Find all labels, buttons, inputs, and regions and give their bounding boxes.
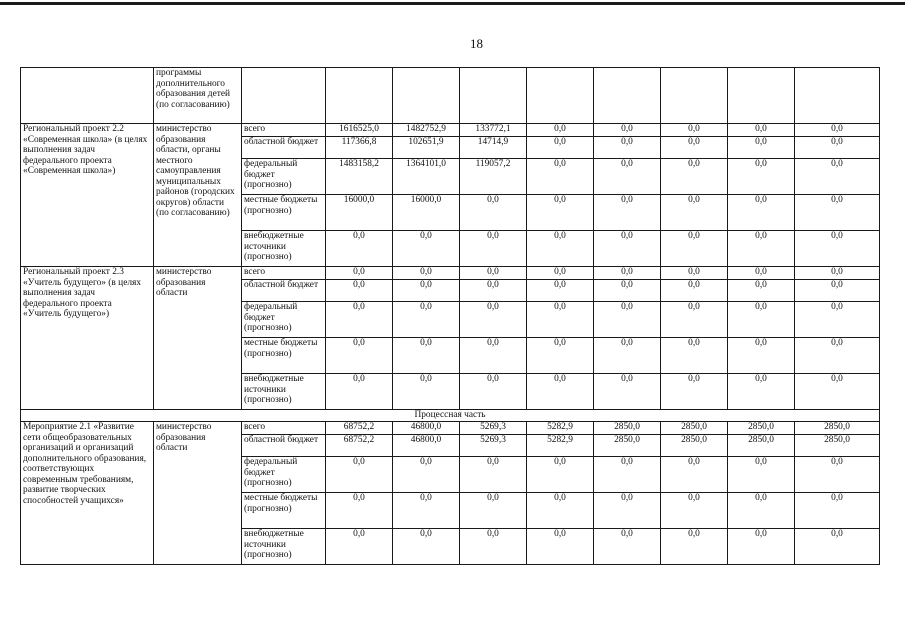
value-cell: 0,0: [460, 195, 527, 231]
value-cell: 0,0: [728, 457, 795, 493]
value-cell: 0,0: [728, 137, 795, 159]
value-cell: 0,0: [661, 457, 728, 493]
funding-source-cell: всего: [242, 422, 326, 435]
value-cell: 2850,0: [661, 435, 728, 457]
value-cell: 0,0: [460, 280, 527, 302]
value-cell: 0,0: [326, 338, 393, 374]
value-cell: [393, 68, 460, 124]
value-cell: 0,0: [661, 124, 728, 137]
value-cell: [460, 68, 527, 124]
value-cell: 0,0: [460, 493, 527, 529]
value-cell: 0,0: [795, 137, 880, 159]
value-cell: 0,0: [460, 302, 527, 338]
value-cell: 0,0: [594, 374, 661, 410]
value-cell: 1482752,9: [393, 124, 460, 137]
value-cell: 0,0: [527, 529, 594, 565]
value-cell: 0,0: [527, 159, 594, 195]
funding-source-cell: областной бюджет: [242, 137, 326, 159]
value-cell: 0,0: [326, 457, 393, 493]
value-cell: 0,0: [795, 195, 880, 231]
value-cell: 68752,2: [326, 435, 393, 457]
value-cell: 0,0: [460, 457, 527, 493]
value-cell: 0,0: [795, 302, 880, 338]
funding-source-cell: федеральный бюджет (прогнозно): [242, 302, 326, 338]
value-cell: 0,0: [527, 267, 594, 280]
value-cell: 0,0: [393, 231, 460, 267]
table-row: [21, 422, 880, 435]
measure-name-cell: Региональный проект 2.2 «Современная школа» (в целях выполнения задач федерального проекта «Современная школа»): [21, 124, 154, 267]
value-cell: 0,0: [527, 137, 594, 159]
value-cell: 0,0: [594, 124, 661, 137]
value-cell: 0,0: [795, 267, 880, 280]
value-cell: 0,0: [594, 529, 661, 565]
value-cell: 0,0: [393, 302, 460, 338]
value-cell: 0,0: [393, 529, 460, 565]
value-cell: 0,0: [527, 493, 594, 529]
value-cell: 0,0: [661, 493, 728, 529]
value-cell: [527, 68, 594, 124]
funding-source-cell: местные бюджеты (прогнозно): [242, 338, 326, 374]
value-cell: 0,0: [393, 280, 460, 302]
value-cell: 0,0: [527, 124, 594, 137]
value-cell: 0,0: [728, 124, 795, 137]
value-cell: 0,0: [326, 280, 393, 302]
value-cell: 0,0: [728, 302, 795, 338]
value-cell: 0,0: [661, 195, 728, 231]
value-cell: 0,0: [795, 529, 880, 565]
top-rule: [0, 2, 905, 5]
section-header: Процессная часть: [21, 410, 880, 422]
value-cell: 14714,9: [460, 137, 527, 159]
page-number: 18: [470, 36, 483, 51]
value-cell: 2850,0: [795, 422, 880, 435]
value-cell: 0,0: [594, 159, 661, 195]
value-cell: [728, 68, 795, 124]
value-cell: 0,0: [795, 338, 880, 374]
value-cell: 0,0: [527, 457, 594, 493]
value-cell: 0,0: [326, 231, 393, 267]
value-cell: 0,0: [460, 374, 527, 410]
funding-source-cell: внебюджетные источники (прогнозно): [242, 529, 326, 565]
section-row: [21, 410, 880, 422]
value-cell: 5282,9: [527, 422, 594, 435]
value-cell: 0,0: [728, 195, 795, 231]
value-cell: 0,0: [326, 493, 393, 529]
value-cell: 0,0: [527, 338, 594, 374]
measure-name-cell: Региональный проект 2.3 «Учитель будущего» (в целях выполнения задач федерального проекта «Учитель будущего»): [21, 267, 154, 410]
value-cell: 5269,3: [460, 435, 527, 457]
value-cell: 0,0: [460, 338, 527, 374]
value-cell: 0,0: [795, 124, 880, 137]
funding-source-cell: всего: [242, 267, 326, 280]
value-cell: 0,0: [393, 374, 460, 410]
value-cell: 0,0: [795, 374, 880, 410]
value-cell: 0,0: [661, 267, 728, 280]
value-cell: 0,0: [661, 231, 728, 267]
value-cell: 0,0: [326, 529, 393, 565]
value-cell: 0,0: [728, 280, 795, 302]
value-cell: 0,0: [594, 493, 661, 529]
value-cell: 0,0: [728, 493, 795, 529]
value-cell: 117366,8: [326, 137, 393, 159]
value-cell: 5269,3: [460, 422, 527, 435]
executor-cell: министерство образования области: [154, 267, 242, 410]
funding-source-cell: внебюджетные источники (прогнозно): [242, 374, 326, 410]
value-cell: 0,0: [393, 338, 460, 374]
value-cell: 16000,0: [393, 195, 460, 231]
value-cell: 0,0: [661, 159, 728, 195]
row-name-cell: [21, 68, 154, 124]
value-cell: 0,0: [326, 302, 393, 338]
value-cell: 0,0: [661, 374, 728, 410]
source-cell: [242, 68, 326, 124]
value-cell: 0,0: [795, 159, 880, 195]
value-cell: [326, 68, 393, 124]
value-cell: 0,0: [460, 529, 527, 565]
value-cell: 68752,2: [326, 422, 393, 435]
value-cell: 0,0: [460, 231, 527, 267]
value-cell: 0,0: [661, 280, 728, 302]
value-cell: 0,0: [728, 374, 795, 410]
value-cell: 0,0: [661, 302, 728, 338]
funding-source-cell: областной бюджет: [242, 435, 326, 457]
value-cell: 102651,9: [393, 137, 460, 159]
table-row: [21, 267, 880, 280]
value-cell: 0,0: [795, 231, 880, 267]
value-cell: 5282,9: [527, 435, 594, 457]
value-cell: 0,0: [594, 231, 661, 267]
executor-cell: министерство образования области, органы местного самоуправления муниципальных районов (городских округов) области (по согласованию): [154, 124, 242, 267]
value-cell: 0,0: [594, 338, 661, 374]
value-cell: 0,0: [527, 195, 594, 231]
value-cell: 2850,0: [661, 422, 728, 435]
measure-name-cell: Мероприятие 2.1 «Развитие сети общеобразовательных организаций и организаций дополнительного образования, соответствующих современным требованиям, развитие творческих способностей учащихся»: [21, 422, 154, 565]
value-cell: 0,0: [527, 231, 594, 267]
value-cell: [795, 68, 880, 124]
value-cell: 1483158,2: [326, 159, 393, 195]
value-cell: 2850,0: [728, 422, 795, 435]
value-cell: 0,0: [393, 493, 460, 529]
value-cell: 0,0: [728, 267, 795, 280]
value-cell: 0,0: [728, 338, 795, 374]
value-cell: 0,0: [661, 137, 728, 159]
value-cell: 1364101,0: [393, 159, 460, 195]
value-cell: 119057,2: [460, 159, 527, 195]
funding-source-cell: федеральный бюджет (прогнозно): [242, 159, 326, 195]
value-cell: 0,0: [326, 374, 393, 410]
table-row: [21, 124, 880, 137]
value-cell: 133772,1: [460, 124, 527, 137]
value-cell: 0,0: [527, 280, 594, 302]
funding-source-cell: внебюджетные источники (прогнозно): [242, 231, 326, 267]
value-cell: 0,0: [460, 267, 527, 280]
value-cell: 0,0: [594, 302, 661, 338]
value-cell: 0,0: [728, 529, 795, 565]
table-row: [21, 68, 880, 124]
value-cell: 0,0: [594, 137, 661, 159]
value-cell: 1616525,0: [326, 124, 393, 137]
funding-source-cell: всего: [242, 124, 326, 137]
value-cell: 0,0: [527, 374, 594, 410]
value-cell: 0,0: [594, 280, 661, 302]
funding-source-cell: областной бюджет: [242, 280, 326, 302]
value-cell: 0,0: [795, 280, 880, 302]
value-cell: 0,0: [795, 493, 880, 529]
funding-source-cell: местные бюджеты (прогнозно): [242, 493, 326, 529]
value-cell: 16000,0: [326, 195, 393, 231]
value-cell: 0,0: [594, 457, 661, 493]
budget-table: [20, 67, 880, 565]
value-cell: 0,0: [728, 159, 795, 195]
funding-source-cell: федеральный бюджет (прогнозно): [242, 457, 326, 493]
value-cell: 0,0: [594, 267, 661, 280]
value-cell: 2850,0: [728, 435, 795, 457]
value-cell: 0,0: [661, 338, 728, 374]
funding-source-cell: местные бюджеты (прогнозно): [242, 195, 326, 231]
value-cell: 0,0: [326, 267, 393, 280]
value-cell: 0,0: [527, 302, 594, 338]
value-cell: 2850,0: [594, 422, 661, 435]
value-cell: [661, 68, 728, 124]
value-cell: [594, 68, 661, 124]
value-cell: 46800,0: [393, 435, 460, 457]
value-cell: 46800,0: [393, 422, 460, 435]
executor-cell: министерство образования области: [154, 422, 242, 565]
executor-cell: программы дополнительного образования детей (по согласованию): [154, 68, 242, 124]
value-cell: 0,0: [728, 231, 795, 267]
value-cell: 0,0: [594, 195, 661, 231]
value-cell: 2850,0: [594, 435, 661, 457]
value-cell: 0,0: [393, 457, 460, 493]
value-cell: 0,0: [393, 267, 460, 280]
value-cell: 0,0: [661, 529, 728, 565]
value-cell: 2850,0: [795, 435, 880, 457]
value-cell: 0,0: [795, 457, 880, 493]
